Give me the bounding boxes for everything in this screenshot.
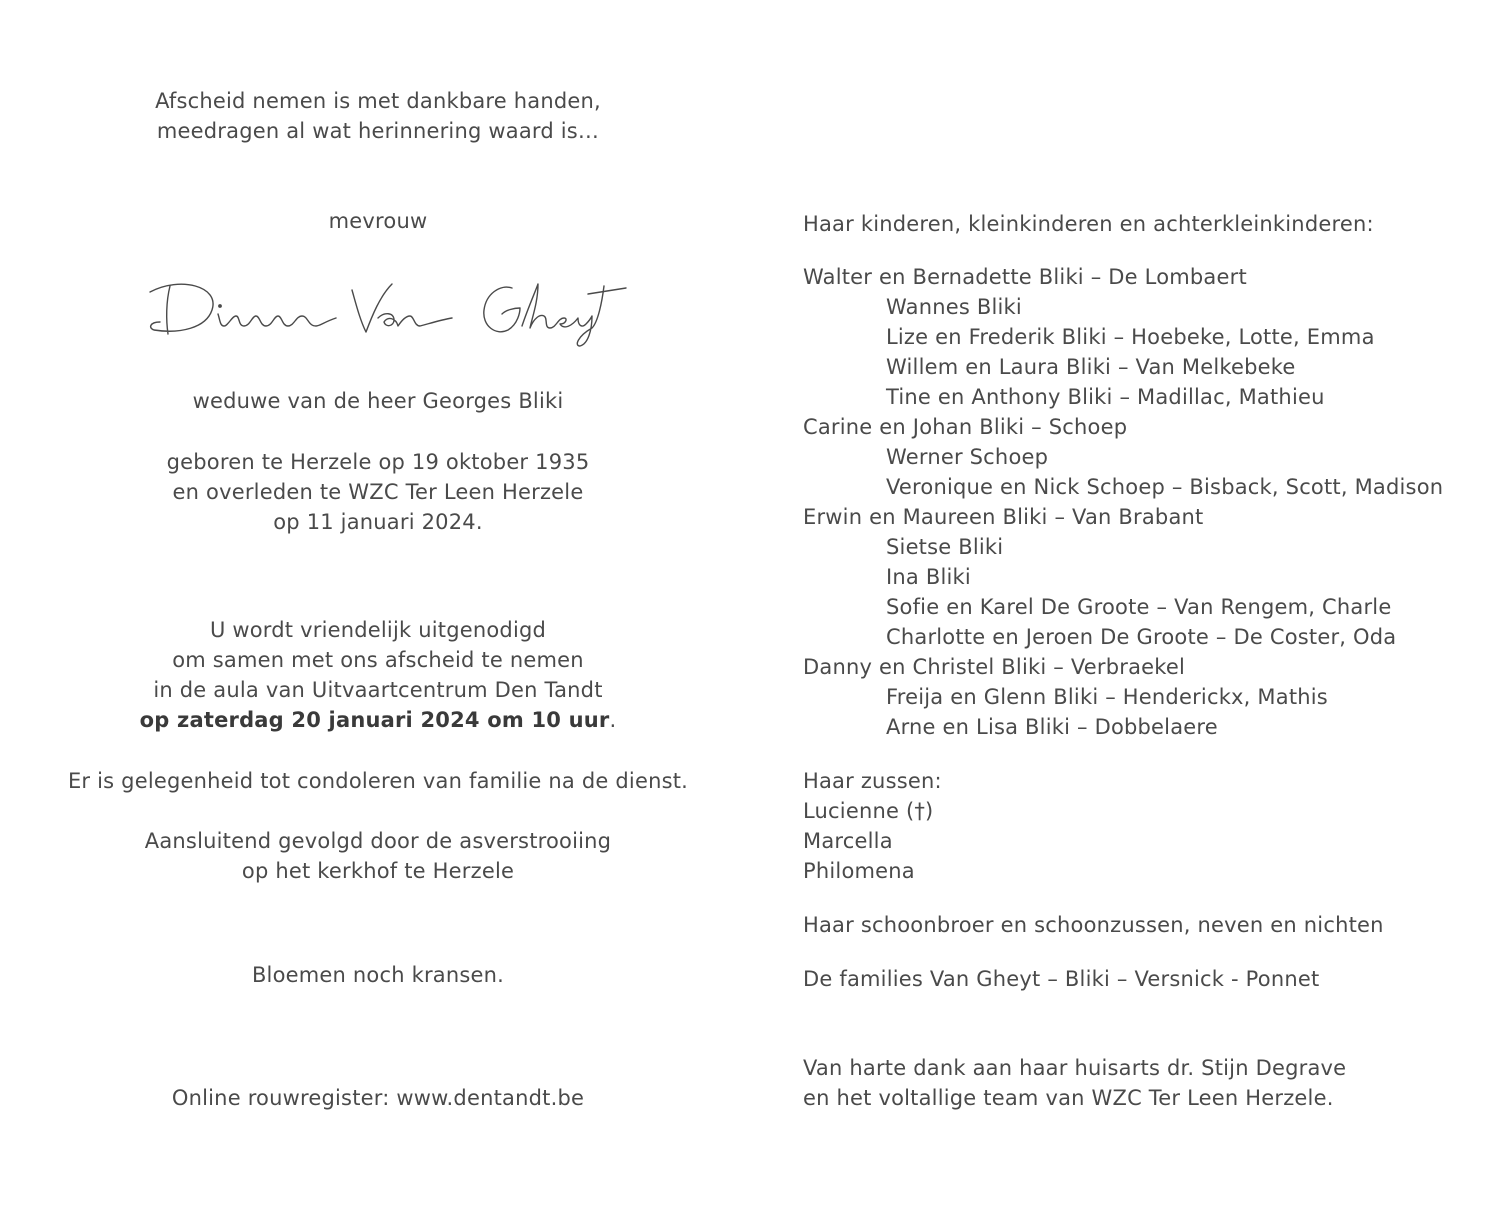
family-member-grandchild: Sietse Bliki [886,535,1004,559]
family-member-grandchild: Freija en Glenn Bliki – Henderickx, Mathis [886,685,1328,709]
widow-line [0,386,756,416]
thanks-line: en het voltallige team van WZC Ter Leen Herzele. [803,1086,1334,1110]
family-list [803,262,1493,742]
online-register-text: Online rouwregister: www.dentandt.be [171,1086,585,1110]
sisters [803,766,1493,886]
family-member-child: Walter en Bernadette Bliki – De Lombaert [803,265,1247,289]
family-member-grandchild: Ina Bliki [886,565,971,589]
widow-text: weduwe van de heer Georges Bliki [192,389,564,413]
family-member-grandchild: Tine en Anthony Bliki – Madillac, Mathieu [886,385,1325,409]
flowers-text: Bloemen noch kransen. [251,963,505,987]
family-member-grandchild: Arne en Lisa Bliki – Dobbelaere [886,715,1218,739]
motto-line: Afscheid nemen is met dankbare handen, [155,89,601,113]
sisters-heading: Haar zussen: [803,769,942,793]
in-laws [803,910,1493,940]
online-register [0,1083,756,1113]
ashes-scattering [0,826,756,886]
family-member-grandchild: Sofie en Karel De Groote – Van Rengem, Charle [886,595,1392,619]
family-heading [803,209,1493,239]
family-member-grandchild: Veronique en Nick Schoep – Bisback, Scott, Madison [886,475,1444,499]
service-datetime: op zaterdag 20 januari 2024 om 10 uur [139,708,610,732]
family-heading-text: Haar kinderen, kleinkinderen en achterkleinkinderen: [803,212,1374,236]
condolence-text: Er is gelegenheid tot condoleren van familie na de dienst. [67,769,689,793]
honorific [0,206,756,236]
invite-period: . [609,708,617,732]
in-laws-text: Haar schoonbroer en schoonzussen, neven en nichten [803,913,1384,937]
ashes-line: Aansluitend gevolgd door de asverstrooiing [144,829,612,853]
sister-item: Lucienne (†) [803,799,934,823]
dates-line: op 11 januari 2024. [273,510,483,534]
life-dates [0,447,756,537]
family-member-child: Erwin en Maureen Bliki – Van Brabant [803,505,1204,529]
family-member-grandchild: Werner Schoep [886,445,1049,469]
condolence [0,766,756,796]
family-member-grandchild: Lize en Frederik Bliki – Hoebeke, Lotte, Emma [886,325,1375,349]
invite-line: in de aula van Uitvaartcentrum Den Tandt [153,678,603,702]
flowers-note [0,960,756,990]
dates-line: en overleden te WZC Ter Leen Herzele [172,480,584,504]
thanks-line: Van harte dank aan haar huisarts dr. Stijn Degrave [803,1056,1347,1080]
honorific-text: mevrouw [328,209,428,233]
dates-line: geboren te Herzele op 19 oktober 1935 [166,450,590,474]
deceased-name-signature [140,272,640,352]
families-text: De families Van Gheyt – Bliki – Versnick - Ponnet [803,967,1320,991]
families [803,964,1493,994]
motto [0,86,756,146]
sister-item: Philomena [803,859,915,883]
invite-date-line [0,705,756,735]
sister-item: Marcella [803,829,893,853]
family-member-grandchild: Charlotte en Jeroen De Groote – De Coster, Oda [886,625,1397,649]
family-member-grandchild: Willem en Laura Bliki – Van Melkebeke [886,355,1296,379]
invite-line: om samen met ons afscheid te nemen [172,648,584,672]
family-member-child: Carine en Johan Bliki – Schoep [803,415,1128,439]
family-member-grandchild: Wannes Bliki [886,295,1022,319]
family-member-child: Danny en Christel Bliki – Verbraekel [803,655,1186,679]
invitation [0,615,756,735]
invite-line: U wordt vriendelijk uitgenodigd [209,618,547,642]
motto-line: meedragen al wat herinnering waard is… [156,119,600,143]
thanks [803,1053,1493,1113]
ashes-line: op het kerkhof te Herzele [241,859,515,883]
